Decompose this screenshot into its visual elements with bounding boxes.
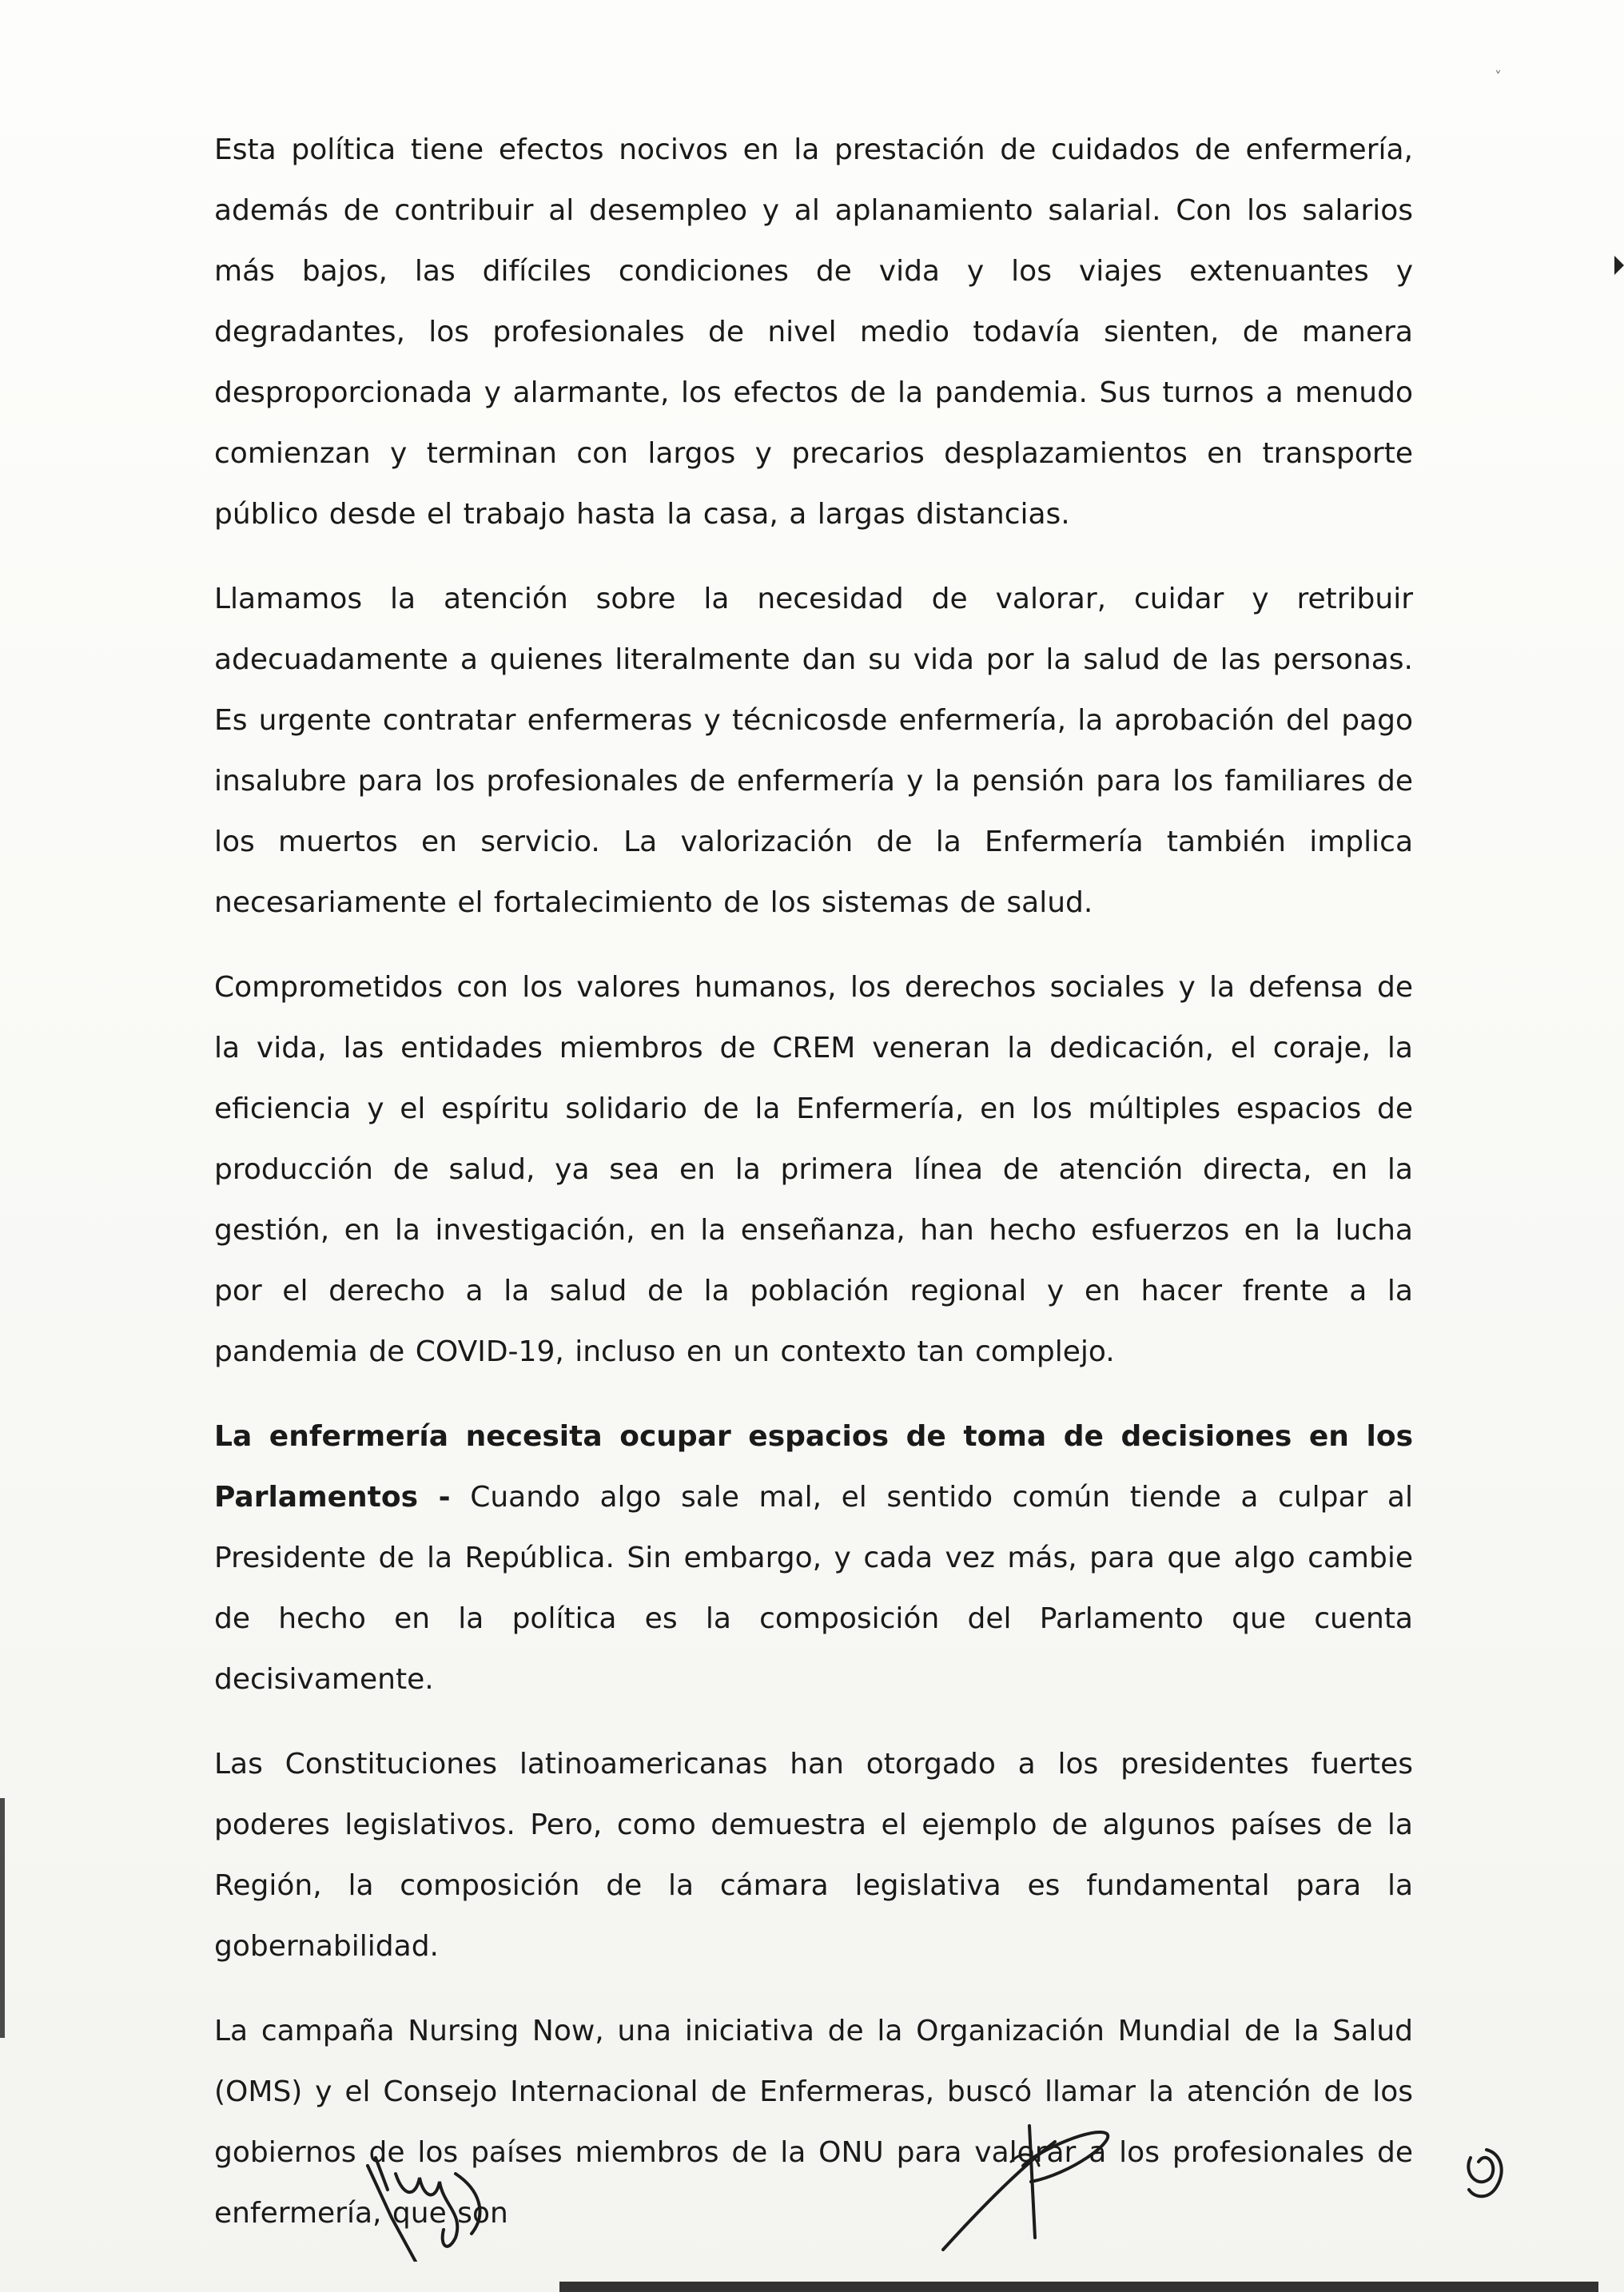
paragraph-6-text: La campaña Nursing Now, una iniciativa de la Organización Mundial de la Salud (OMS) y el Consejo Internacional de Enfermeras, buscó llamar la atención de los gobiernos de los países miembros de la ONU para valorar a los profesionales de enfermería, que son: [214, 2015, 1413, 2230]
page-edge-mark: [1614, 256, 1624, 275]
signature-right-icon: [1455, 2142, 1519, 2206]
paragraph-5-text: Las Constituciones latinoamericanas han otorgado a los presidentes fuertes poderes legislativos. Pero, como demuestra el ejemplo de algunos países de la Región, la composición de la cámara legislativa es fundamental para la gobernabilidad.: [214, 1748, 1413, 1963]
paragraph-1: [214, 120, 1413, 545]
paragraph-2: [214, 569, 1413, 933]
signature-left-icon: [360, 2142, 504, 2262]
paragraph-5: [214, 1734, 1413, 1977]
document-body: [214, 120, 1413, 2268]
paragraph-4-heading: La enfermería necesita ocupar espacios de toma de decisiones en los Parlamentos -: [214, 1420, 1413, 1514]
paragraph-3-text: Comprometidos con los valores humanos, los derechos sociales y la defensa de la vida, las entidades miembros de CREM veneran la dedicación, el coraje, la eficiencia y el espíritu solidario de la Enfermería, en los múltiples espacios de producción de salud, ya sea en la primera línea de atención directa, en la gestión, en la investigación, en la enseñanza, han hecho esfuerzos en la lucha por el derecho a la salud de la población regional y en hacer frente a la pandemia de COVID-19, incluso en un contexto tan complejo.: [214, 971, 1413, 1368]
paragraph-4: [214, 1407, 1413, 1710]
paragraph-2-text: Llamamos la atención sobre la necesidad de valorar, cuidar y retribuir adecuadamente a quienes literalmente dan su vida por la salud de las personas. Es urgente contratar enfermeras y técnicosde enfermería, la aprobación del pago insalubre para los profesionales de enfermería y la pensión para los familiares de los muertos en servicio. La valorización de la Enfermería también implica necesariamente el fortalecimiento de los sistemas de salud.: [214, 583, 1413, 919]
page-edge-mark: [0, 1798, 5, 2038]
paragraph-4-text: Cuando algo sale mal, el sentido común tiende a culpar al Presidente de la República. Sin embargo, y cada vez más, para que algo cambie de hecho en la política es la composición del Parlamento que cuenta decisivamente.: [214, 1481, 1413, 1696]
paragraph-1-text: Esta política tiene efectos nocivos en la prestación de cuidados de enfermería, además de contribuir al desempleo y al aplanamiento salarial. Con los salarios más bajos, las difíciles condiciones de vida y los viajes extenuantes y degradantes, los profesionales de nivel medio todavía sienten, de manera desproporcionada y alarmante, los efectos de la pandemia. Sus turnos a menudo comienzan y terminan con largos y precarios desplazamientos en transporte público desde el trabajo hasta la casa, a largas distancias.: [214, 133, 1413, 531]
scan-bottom-edge: [559, 2282, 1598, 2292]
scan-speck: ˅: [1495, 69, 1502, 86]
signature-center-icon: [935, 2118, 1119, 2254]
paragraph-3: [214, 957, 1413, 1383]
